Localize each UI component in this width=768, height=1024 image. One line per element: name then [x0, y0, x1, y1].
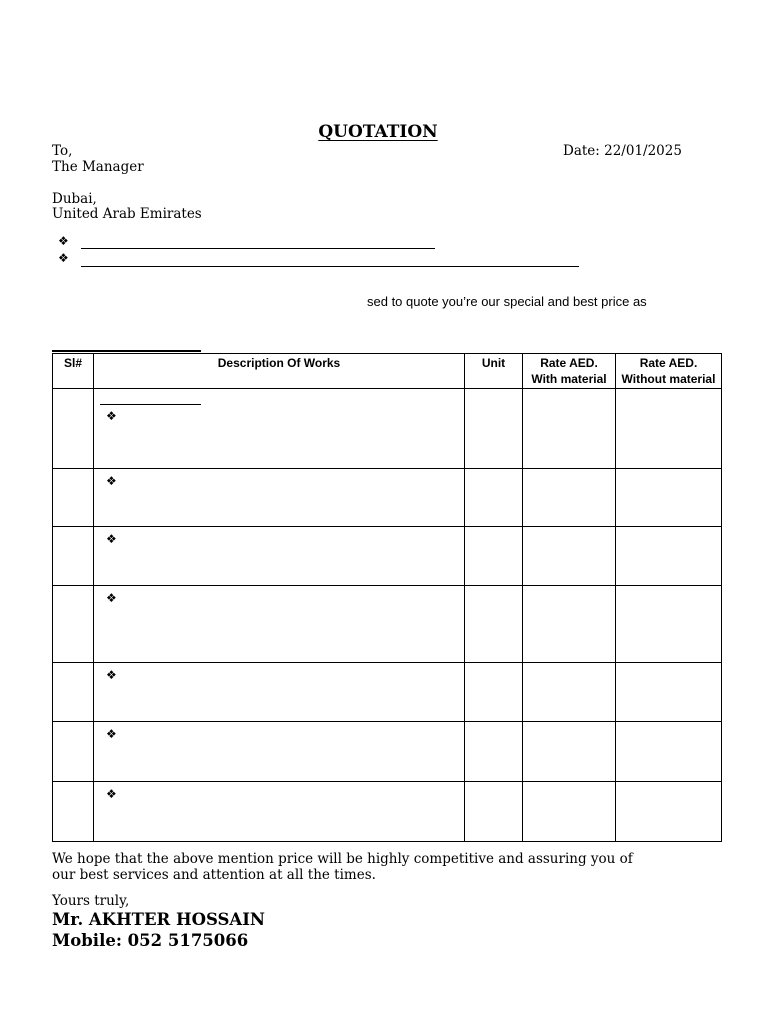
- description-cell: [94, 469, 465, 527]
- header-sl: Sl#: [53, 354, 94, 389]
- closing-line-1: We hope that the above mention price will be highly competitive and assuring you of: [52, 851, 633, 867]
- unit-cell: [465, 389, 523, 469]
- table-row: [53, 389, 722, 469]
- unit-cell: [465, 663, 523, 722]
- blank-fill-line: [100, 404, 201, 405]
- rate-with-material-cell: [523, 663, 616, 722]
- unit-cell: [465, 782, 523, 842]
- header-rate-with-material: Rate AED. With material: [523, 354, 616, 389]
- table-header-row: [53, 354, 722, 389]
- intro-text: sed to quote you’re our special and best price as: [367, 294, 647, 309]
- header-unit: Unit: [465, 354, 523, 389]
- table-row: [53, 663, 722, 722]
- description-cell: [94, 663, 465, 722]
- four-diamond-bullet-icon: ❖: [106, 787, 117, 801]
- unit-cell: [465, 527, 523, 586]
- rate-with-material-cell: [523, 586, 616, 663]
- rate-without-material-cell: [616, 527, 722, 586]
- rate-with-material-cell: [523, 389, 616, 469]
- recipient-city: Dubai,: [52, 191, 97, 207]
- sl-cell: [53, 586, 94, 663]
- table-row: [53, 586, 722, 663]
- signatory-name: Mr. AKHTER HOSSAIN: [52, 910, 266, 929]
- sl-cell: [53, 527, 94, 586]
- rate-without-material-cell: [616, 782, 722, 842]
- decorative-rule: [52, 350, 201, 352]
- rate-with-material-cell: [523, 782, 616, 842]
- description-cell: [94, 782, 465, 842]
- rate-without-material-cell: [616, 663, 722, 722]
- recipient-country: United Arab Emirates: [52, 206, 202, 222]
- to-label: To,: [52, 143, 73, 159]
- rate-with-material-cell: [523, 527, 616, 586]
- four-diamond-bullet-icon: ❖: [106, 727, 117, 741]
- description-cell: [94, 527, 465, 586]
- table-row: [53, 469, 722, 527]
- four-diamond-bullet-icon: ❖: [106, 668, 117, 682]
- quotation-date: Date: 22/01/2025: [563, 143, 682, 159]
- description-cell: [94, 389, 465, 469]
- blank-fill-line: [81, 248, 435, 249]
- quotation-table: [52, 353, 722, 842]
- rate-without-material-cell: [616, 389, 722, 469]
- header-rate-without-material: Rate AED. Without material: [616, 354, 722, 389]
- closing-paragraph: [52, 851, 712, 883]
- sl-cell: [53, 469, 94, 527]
- rate-without-material-cell: [616, 586, 722, 663]
- signatory-mobile: Mobile: 052 5175066: [52, 931, 249, 950]
- four-diamond-bullet-icon: ❖: [58, 251, 69, 265]
- sl-cell: [53, 782, 94, 842]
- unit-cell: [465, 586, 523, 663]
- rate-with-material-cell: [523, 469, 616, 527]
- closing-line-2: our best services and attention at all the times.: [52, 867, 376, 883]
- sl-cell: [53, 389, 94, 469]
- description-cell: [94, 586, 465, 663]
- rate-without-material-cell: [616, 722, 722, 782]
- four-diamond-bullet-icon: ❖: [106, 409, 117, 423]
- header-description: Description Of Works: [94, 354, 465, 389]
- four-diamond-bullet-icon: ❖: [58, 234, 69, 248]
- description-cell: [94, 722, 465, 782]
- sl-cell: [53, 663, 94, 722]
- sl-cell: [53, 722, 94, 782]
- four-diamond-bullet-icon: ❖: [106, 532, 117, 546]
- four-diamond-bullet-icon: ❖: [106, 474, 117, 488]
- document-title: QUOTATION: [318, 122, 438, 142]
- table-row: [53, 782, 722, 842]
- unit-cell: [465, 722, 523, 782]
- table-row: [53, 722, 722, 782]
- unit-cell: [465, 469, 523, 527]
- recipient-title: The Manager: [52, 159, 144, 175]
- rate-with-material-cell: [523, 722, 616, 782]
- sign-off: Yours truly,: [52, 893, 130, 909]
- table-row: [53, 527, 722, 586]
- rate-without-material-cell: [616, 469, 722, 527]
- blank-fill-line: [81, 266, 579, 267]
- four-diamond-bullet-icon: ❖: [106, 591, 117, 605]
